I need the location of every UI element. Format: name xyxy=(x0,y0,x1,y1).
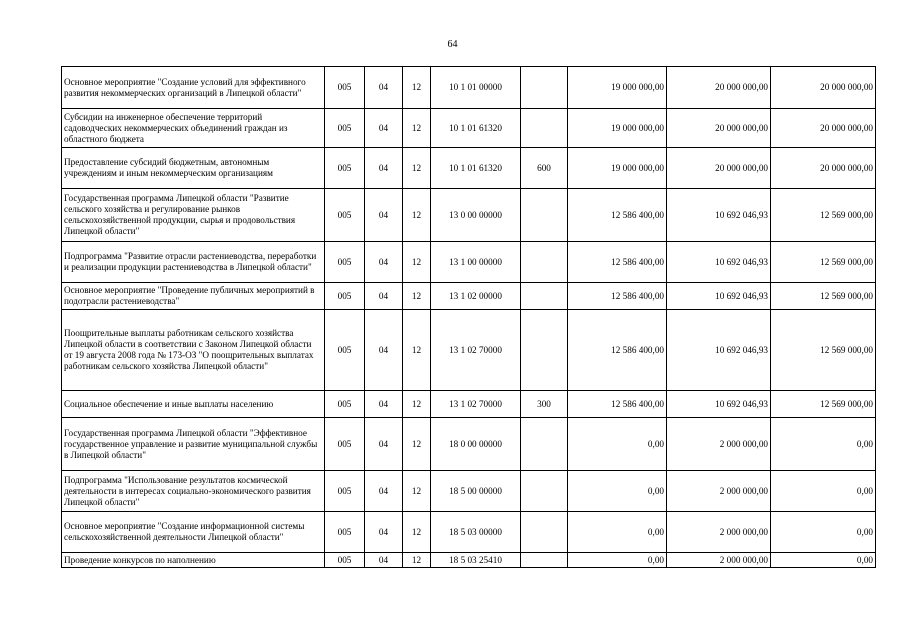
admin-code: 005 xyxy=(325,553,365,568)
row-name: Субсидии на инженерное обеспечение территорий садоводческих некоммерческих объединений граждан из областного бюджета xyxy=(62,109,325,148)
amount-year-2: 10 692 046,93 xyxy=(667,189,771,242)
admin-code: 005 xyxy=(325,471,365,512)
amount-year-1: 19 000 000,00 xyxy=(568,109,667,148)
amount-year-2: 10 692 046,93 xyxy=(667,391,771,418)
amount-year-2: 2 000 000,00 xyxy=(667,471,771,512)
table-row xyxy=(62,418,876,471)
table-row xyxy=(62,553,876,568)
row-name: Подпрограмма "Использование результатов космической деятельности в интересах социально-экономического развития Липецкой области" xyxy=(62,471,325,512)
amount-year-3: 20 000 000,00 xyxy=(771,109,876,148)
admin-code: 005 xyxy=(325,512,365,553)
expense-type xyxy=(521,189,568,242)
table-row xyxy=(62,283,876,310)
subsection-code: 12 xyxy=(403,391,431,418)
row-name: Основное мероприятие "Создание условий для эффективного развития некоммерческих организаций в Липецкой области" xyxy=(62,67,325,109)
amount-year-2: 2 000 000,00 xyxy=(667,418,771,471)
amount-year-1: 0,00 xyxy=(568,512,667,553)
expense-type xyxy=(521,283,568,310)
subsection-code: 12 xyxy=(403,310,431,391)
subsection-code: 12 xyxy=(403,283,431,310)
subsection-code: 12 xyxy=(403,512,431,553)
row-name: Основное мероприятие "Создание информационной системы сельскохозяйственной деятельности Липецкой области" xyxy=(62,512,325,553)
admin-code: 005 xyxy=(325,418,365,471)
table-row xyxy=(62,512,876,553)
target-article: 13 0 00 00000 xyxy=(431,189,521,242)
row-name: Поощрительные выплаты работникам сельского хозяйства Липецкой области в соответствии с Законом Липецкой области от 19 августа 2008 года № 173-ОЗ "О поощрительных выплатах работникам сельского хозяйства Липецкой области" xyxy=(62,310,325,391)
amount-year-1: 12 586 400,00 xyxy=(568,242,667,283)
section-code: 04 xyxy=(365,418,403,471)
row-name: Социальное обеспечение и иные выплаты населению xyxy=(62,391,325,418)
expense-type xyxy=(521,242,568,283)
subsection-code: 12 xyxy=(403,471,431,512)
expense-type xyxy=(521,67,568,109)
amount-year-1: 12 586 400,00 xyxy=(568,283,667,310)
amount-year-3: 0,00 xyxy=(771,471,876,512)
admin-code: 005 xyxy=(325,310,365,391)
section-code: 04 xyxy=(365,471,403,512)
row-name: Подпрограмма "Развитие отрасли растениеводства, переработки и реализации продукции растениеводства в Липецкой области" xyxy=(62,242,325,283)
target-article: 18 5 00 00000 xyxy=(431,471,521,512)
target-article: 18 5 03 00000 xyxy=(431,512,521,553)
amount-year-3: 0,00 xyxy=(771,512,876,553)
amount-year-1: 0,00 xyxy=(568,418,667,471)
subsection-code: 12 xyxy=(403,109,431,148)
target-article: 10 1 01 00000 xyxy=(431,67,521,109)
amount-year-2: 2 000 000,00 xyxy=(667,553,771,568)
row-name: Государственная программа Липецкой области "Эффективное государственное управление и развитие муниципальной службы в Липецкой области" xyxy=(62,418,325,471)
page-number: 64 xyxy=(447,39,458,50)
subsection-code: 12 xyxy=(403,553,431,568)
target-article: 13 1 02 70000 xyxy=(431,391,521,418)
section-code: 04 xyxy=(365,67,403,109)
amount-year-2: 10 692 046,93 xyxy=(667,242,771,283)
admin-code: 005 xyxy=(325,67,365,109)
table-row xyxy=(62,391,876,418)
amount-year-3: 12 569 000,00 xyxy=(771,391,876,418)
expense-type xyxy=(521,310,568,391)
section-code: 04 xyxy=(365,148,403,189)
amount-year-3: 0,00 xyxy=(771,553,876,568)
target-article: 18 5 03 25410 xyxy=(431,553,521,568)
amount-year-1: 19 000 000,00 xyxy=(568,148,667,189)
admin-code: 005 xyxy=(325,148,365,189)
target-article: 10 1 01 61320 xyxy=(431,148,521,189)
expense-type xyxy=(521,418,568,471)
amount-year-1: 0,00 xyxy=(568,553,667,568)
budget-table xyxy=(61,66,876,568)
expense-type xyxy=(521,109,568,148)
amount-year-3: 12 569 000,00 xyxy=(771,189,876,242)
subsection-code: 12 xyxy=(403,418,431,471)
table-row xyxy=(62,189,876,242)
amount-year-1: 19 000 000,00 xyxy=(568,67,667,109)
target-article: 13 1 02 70000 xyxy=(431,310,521,391)
expense-type xyxy=(521,553,568,568)
section-code: 04 xyxy=(365,512,403,553)
admin-code: 005 xyxy=(325,391,365,418)
expense-type xyxy=(521,471,568,512)
target-article: 18 0 00 00000 xyxy=(431,418,521,471)
table-row xyxy=(62,148,876,189)
admin-code: 005 xyxy=(325,189,365,242)
section-code: 04 xyxy=(365,283,403,310)
amount-year-2: 10 692 046,93 xyxy=(667,283,771,310)
expense-type: 600 xyxy=(521,148,568,189)
target-article: 13 1 02 00000 xyxy=(431,283,521,310)
row-name: Основное мероприятие "Проведение публичных мероприятий в подотрасли растениеводства" xyxy=(62,283,325,310)
table-row xyxy=(62,471,876,512)
subsection-code: 12 xyxy=(403,189,431,242)
admin-code: 005 xyxy=(325,242,365,283)
amount-year-2: 20 000 000,00 xyxy=(667,148,771,189)
expense-type: 300 xyxy=(521,391,568,418)
table-row xyxy=(62,242,876,283)
target-article: 13 1 00 00000 xyxy=(431,242,521,283)
amount-year-1: 12 586 400,00 xyxy=(568,391,667,418)
admin-code: 005 xyxy=(325,283,365,310)
table-row xyxy=(62,67,876,109)
amount-year-3: 12 569 000,00 xyxy=(771,310,876,391)
row-name: Государственная программа Липецкой области "Развитие сельского хозяйства и регулирование рынков сельскохозяйственной продукции, сырья и продовольствия Липецкой области" xyxy=(62,189,325,242)
expense-type xyxy=(521,512,568,553)
section-code: 04 xyxy=(365,242,403,283)
section-code: 04 xyxy=(365,391,403,418)
section-code: 04 xyxy=(365,109,403,148)
subsection-code: 12 xyxy=(403,148,431,189)
amount-year-1: 0,00 xyxy=(568,471,667,512)
amount-year-3: 0,00 xyxy=(771,418,876,471)
table-body xyxy=(62,67,876,568)
amount-year-2: 10 692 046,93 xyxy=(667,310,771,391)
amount-year-1: 12 586 400,00 xyxy=(568,189,667,242)
amount-year-2: 2 000 000,00 xyxy=(667,512,771,553)
subsection-code: 12 xyxy=(403,67,431,109)
subsection-code: 12 xyxy=(403,242,431,283)
row-name: Проведение конкурсов по наполнению xyxy=(62,553,325,568)
amount-year-2: 20 000 000,00 xyxy=(667,109,771,148)
amount-year-3: 20 000 000,00 xyxy=(771,67,876,109)
section-code: 04 xyxy=(365,310,403,391)
table-row xyxy=(62,109,876,148)
amount-year-3: 12 569 000,00 xyxy=(771,283,876,310)
amount-year-1: 12 586 400,00 xyxy=(568,310,667,391)
amount-year-2: 20 000 000,00 xyxy=(667,67,771,109)
target-article: 10 1 01 61320 xyxy=(431,109,521,148)
admin-code: 005 xyxy=(325,109,365,148)
row-name: Предоставление субсидий бюджетным, автономным учреждениям и иным некоммерческим организациям xyxy=(62,148,325,189)
section-code: 04 xyxy=(365,189,403,242)
section-code: 04 xyxy=(365,553,403,568)
amount-year-3: 20 000 000,00 xyxy=(771,148,876,189)
table-row xyxy=(62,310,876,391)
amount-year-3: 12 569 000,00 xyxy=(771,242,876,283)
